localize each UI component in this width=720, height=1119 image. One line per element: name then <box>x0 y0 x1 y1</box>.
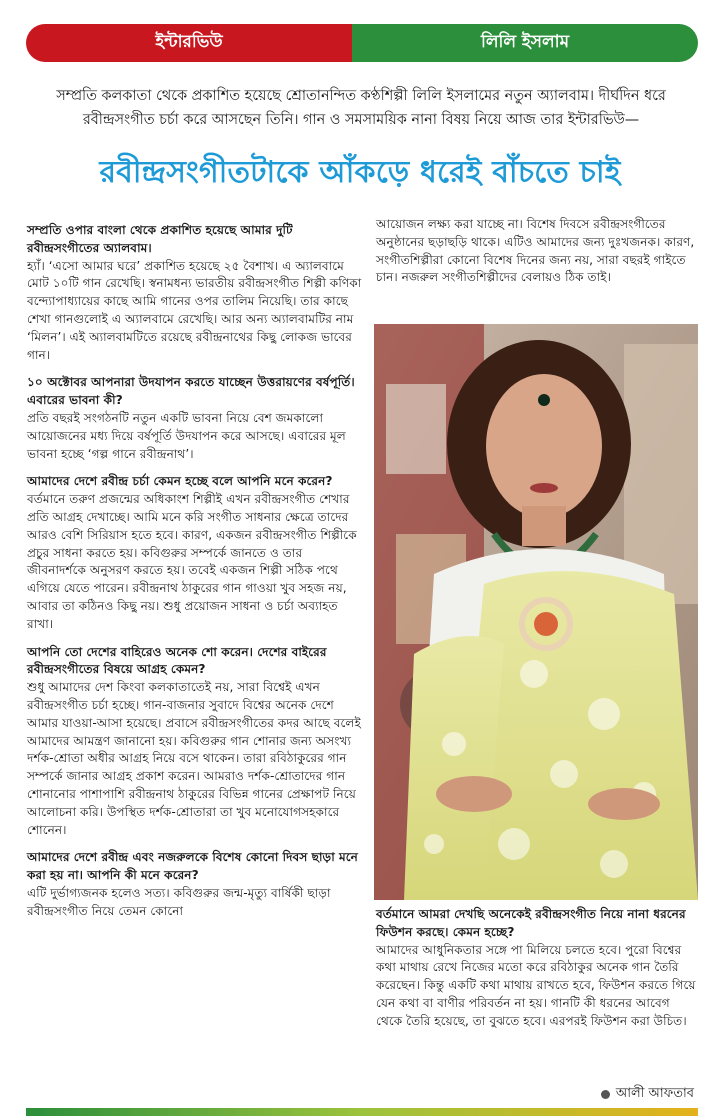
right-column-continuation: আয়োজন লক্ষ্য করা যাচ্ছে না। বিশেষ দিবসে রবীন্দ্রসংগীতের অনুষ্ঠানের ছড়াছড়ি থাকে। এটিও আমাদের জন্য দুঃখজনক। কারণ, সংগীতশিল্পীরা কোনো বিশেষ দিনের জন্য নয়, সারা বছরই গাইতে চান। নজরুল সংগীতশিল্পীদের বেলায়ও ঠিক তাই। <box>376 217 695 285</box>
portrait-illustration <box>374 324 698 900</box>
question-6: বর্তমানে আমরা দেখছি অনেকেই রবীন্দ্রসংগীত নিয়ে নানা ধরনের ফিউশন করছে। কেমন হচ্ছে? <box>376 907 686 939</box>
header-bar <box>26 24 698 62</box>
question-3: আমাদের দেশে রবীন্দ্র চর্চা কেমন হচ্ছে বলে আপনি মনে করেন? <box>27 474 333 489</box>
answer-3: বর্তমানে তরুণ প্রজন্মের অধিকাংশ শিল্পীই এখন রবীন্দ্রসংগীত শেখার প্রতি আগ্রহ দেখাচ্ছে। আমি মনে করি সংগীত সাধনার ক্ষেত্রে তাদের আরও বেশি সিরিয়াস হতে হবে। কারণ, একজন রবীন্দ্রসংগীত শিল্পীকে প্রচুর সাধনা করতে হয়। কবিগুরুর সম্পর্কে জানতে ও তার জীবনাদর্শকে অনুসরণ করতে হয়। তবেই একজন শিল্পী সঠিক পথে এগিয়ে যেতে পারেন। রবীন্দ্রনাথ ঠাকুরের গান গাওয়া খুব সহজ নয়, আবার তা কঠিনও কিছু নয়। শুধু প্রয়োজন সাধনা ও চর্চা অব্যাহত রাখা। <box>27 492 357 631</box>
right-column-bottom <box>376 906 698 1041</box>
intro-paragraph: সম্প্রতি কলকাতা থেকে প্রকাশিত হয়েছে শ্রোতানন্দিত কণ্ঠশিল্পী লিলি ইসলামের নতুন অ্যালবাম। দীর্ঘদিন ধরে রবীন্দ্রসংগীত চর্চা করে আসছেন তিনি। গান ও সমসাময়িক নানা বিষয় নিয়ে আজ তার ইন্টারভিউ— <box>56 88 666 129</box>
answer-1: হ্যাঁ। ‘এসো আমার ঘরে’ প্রকাশিত হয়েছে ২৫ বৈশাখ। এ অ্যালবামে মোট ১০টি গান রেখেছি। স্বনামধন্য ভারতীয় রবীন্দ্রসংগীত শিল্পী কণিকা বন্দ্যোপাধ্যায়ের কাছে আমি গানের ওপর তালিম নিয়েছি। তার কাছে শেখা গানগুলোই এ অ্যালবামে রেখেছি। আর অন্য অ্যালবামটির নাম ‘মিলন’। এই অ্যালবামটিতে রয়েছে রবীন্দ্রনাথের কিছু লোকজ ভাবের গান। <box>27 258 362 362</box>
author-credit <box>601 1084 694 1105</box>
answer-5: এটি দুর্ভাগ্যজনক হলেও সত্য। কবিগুরুর জন্ম-মৃত্যু বার্ষিকী ছাড়া রবীন্দ্রসংগীত নিয়ে তেমন কোনো <box>27 885 331 918</box>
answer-4: শুধু আমাদের দেশ কিংবা কলকাতাতেই নয়, সারা বিশ্বেই এখন রবীন্দ্রসংগীত চর্চা হচ্ছে। গান-বাজনার সুবাদে বিশ্বের অনেক দেশে আমার যাওয়া-আসা হয়েছে। প্রবাসে রবীন্দ্রসংগীতের কদর আছে বলেই আমাদের আমন্ত্রণ জানানো হয়। কবিগুরুর গান শোনার জন্য অসংখ্য দর্শক-শ্রোতা অধীর আগ্রহ নিয়ে বসে থাকেন। তারা রবিঠাকুরের গান সম্পর্কে জানার আগ্রহ প্রকাশ করেন। আমরাও দর্শক-শ্রোতাদের গান শোনানোর পাশাপাশি রবীন্দ্রনাথ ঠাকুরের বিভিন্ন গানের প্রেক্ষাপট নিয়ে আলোচনা করি। উপস্থিত দর্শক-শ্রোতারা তা খুব মনোযোগসহকারে শোনেন। <box>27 680 361 837</box>
article-headline: রবীন্দ্রসংগীতটাকে আঁকড়ে ধরেই বাঁচতে চাই <box>99 155 621 190</box>
author-name: আলী আফতাব <box>615 1086 694 1101</box>
answer-6: আমাদের আধুনিকতার সঙ্গে পা মিলিয়ে চলতে হবে। পুরো বিশ্বের কথা মাথায় রেখে নিজের মতো করে রবিঠাকুর অনেক গান তৈরি করেছেন। কিন্তু একটি কথা মাথায় রাখতে হবে, ফিউশন করতে গিয়ে যেন কথা বা বাণীর পরিবর্তন না হয়। গানটি কী ধরনের আবেগ থেকে তৈরি হয়েছে, তা বুঝতে হবে। এরপরই ফিউশন করা উচিত। <box>376 942 696 1028</box>
answer-2: প্রতি বছরই সংগঠনটি নতুন একটি ভাবনা নিয়ে বেশ জমকালো আয়োজনের মধ্য দিয়ে বর্ষপূর্তি উদযাপন করে আসছে। এবারের মূল ভাবনা হচ্ছে ‘গল্প গানে রবীন্দ্রনাথ’। <box>27 410 346 461</box>
interviewee-name-label: লিলি ইসলাম <box>352 24 698 62</box>
question-1: সম্প্রতি ওপার বাংলা থেকে প্রকাশিত হয়েছে আমার দুটি রবীন্দ্রসংগীতের অ্যালবাম। <box>27 223 293 255</box>
bullet-icon <box>601 1090 610 1099</box>
question-4: আপনি তো দেশের বাহিরেও অনেক শো করেন। দেশের বাইরের রবীন্দ্রসংগীতের বিষয়ে আগ্রহ কেমন? <box>27 644 327 677</box>
question-5: আমাদের দেশে রবীন্দ্র এবং নজরুলকে বিশেষ কোনো দিবস ছাড়া মনে করা হয় না। আপনি কী মনে করেন? <box>27 850 358 883</box>
left-column <box>27 222 363 930</box>
portrait-photo <box>374 324 698 900</box>
section-label: ইন্টারভিউ <box>26 24 352 62</box>
question-2: ১০ অক্টোবর আপনারা উদযাপন করতে যাচ্ছেন উত্তরায়ণের বর্ষপূর্তি। এবারের ভাবনা কী? <box>27 375 355 408</box>
bottom-decorative-bar <box>26 1108 698 1116</box>
